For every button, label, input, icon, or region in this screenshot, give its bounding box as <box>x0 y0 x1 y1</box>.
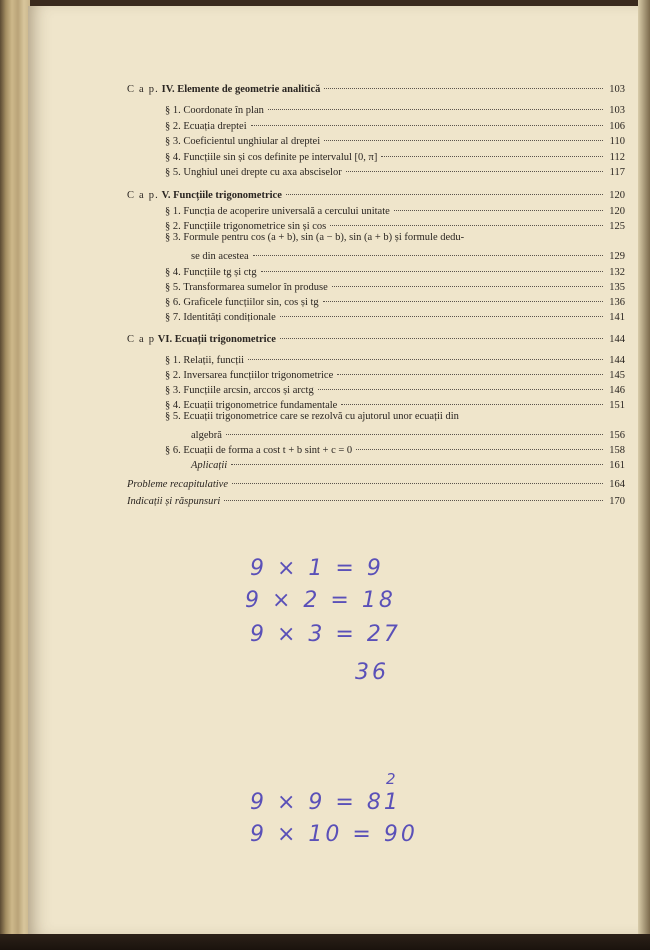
toc-item: § 7. Identități condiționale 141 <box>165 307 625 321</box>
toc-item: § 5. Ecuații trigonometrice care se rezolvă cu ajutorul unor ecuații din <box>165 411 459 422</box>
page-number: 120 <box>609 190 625 201</box>
toc-extra: Probleme recapitulative 164 <box>127 474 625 488</box>
handwritten-note: 2 <box>386 770 399 788</box>
page-number: 144 <box>609 334 625 345</box>
toc-item: § 1. Relații, funcții 144 <box>165 350 625 364</box>
handwritten-note: 9 × 3 = 27 <box>250 622 401 647</box>
page-number: 103 <box>609 84 625 95</box>
toc-item: § 3. Funcțiile arcsin, arccos și arctg 146 <box>165 380 625 394</box>
toc-item: § 3. Coeficientul unghiular al dreptei 110 <box>165 131 625 145</box>
handwritten-note: 36 <box>355 660 389 685</box>
handwritten-note: 9 × 10 = 90 <box>250 822 418 847</box>
page-edge-right <box>638 0 650 950</box>
toc-item: Aplicații 161 <box>191 455 625 469</box>
handwritten-note: 9 × 9 = 81 <box>250 790 401 815</box>
handwritten-note: 9 × 2 = 18 <box>245 588 396 613</box>
handwritten-note: 9 × 1 = 9 <box>250 556 384 581</box>
toc-item: § 2. Inversarea funcțiilor trigonometrice 145 <box>165 365 625 379</box>
toc-item-continuation: algebră 156 <box>191 425 625 439</box>
toc-item: § 2. Ecuația dreptei 106 <box>165 116 625 130</box>
toc-item: § 2. Funcțiile trigonometrice sin și cos 125 <box>165 216 625 230</box>
toc-item: § 4. Funcțiile tg și ctg 132 <box>165 262 625 276</box>
toc-extra: Indicații și răspunsuri 170 <box>127 491 625 505</box>
toc-item: § 3. Formule pentru cos (a + b), sin (a − b), sin (a + b) și formule dedu- <box>165 232 465 243</box>
page-edge-bottom <box>0 934 650 950</box>
chapter-heading: C a p. V. Funcțiile trigonometrice 120 <box>127 185 625 199</box>
toc-item: § 4. Ecuații trigonometrice fundamentale 151 <box>165 395 625 409</box>
toc-item: § 5. Transformarea sumelor în produse 135 <box>165 277 625 291</box>
toc-item-continuation: se din acestea 129 <box>191 246 625 260</box>
toc-item: § 6. Ecuații de forma a cost t + b sint + c = 0 158 <box>165 440 625 454</box>
toc-item: § 4. Funcțiile sin și cos definite pe intervalul [0, π] 112 <box>165 147 625 161</box>
chapter-heading: C a p. IV. Elemente de geometrie analitică 103 <box>127 79 625 93</box>
toc-item: § 6. Graficele funcțiilor sin, cos și tg 136 <box>165 292 625 306</box>
chapter-heading: C a p VI. Ecuații trigonometrice 144 <box>127 329 625 343</box>
toc-item: § 5. Unghiul unei drepte cu axa absciselor 117 <box>165 162 625 176</box>
toc-item: § 1. Funcția de acoperire universală a cercului unitate 120 <box>165 201 625 215</box>
toc-item: § 1. Coordonate în plan 103 <box>165 100 625 114</box>
book-spine <box>0 0 30 950</box>
